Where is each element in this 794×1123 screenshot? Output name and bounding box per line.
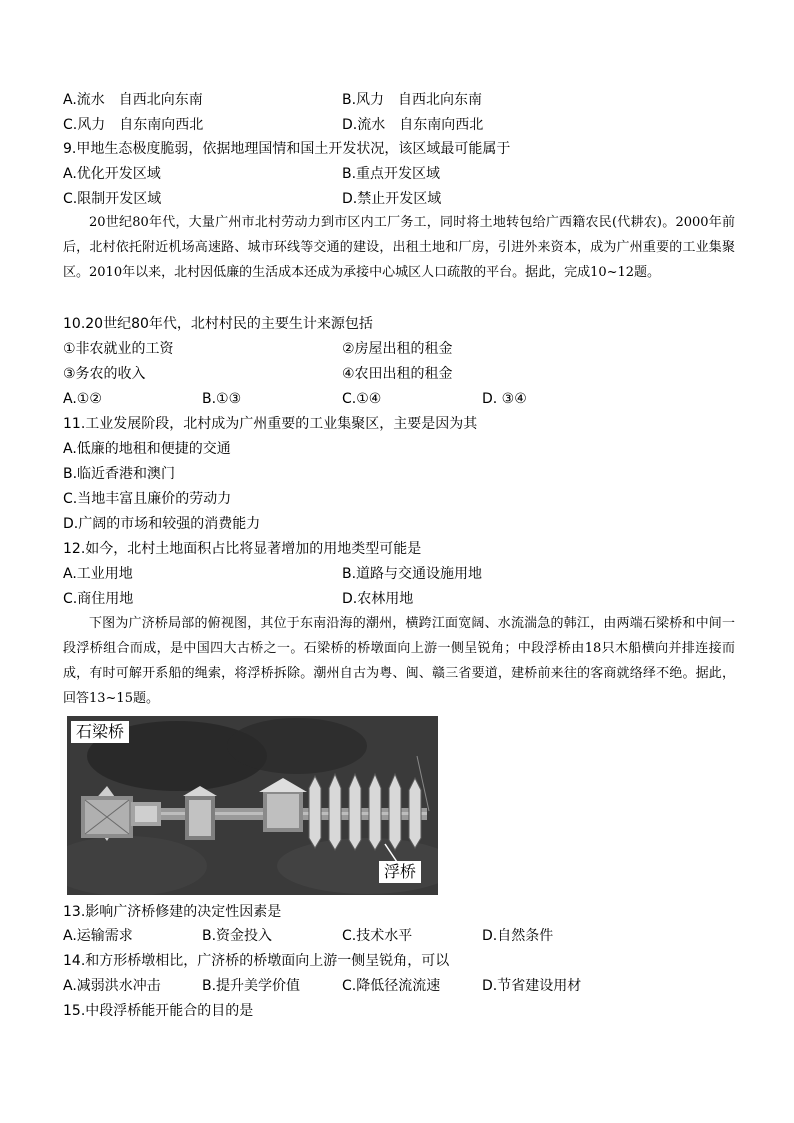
q10-option-a: A.①② xyxy=(63,391,102,407)
label-floating-bridge: 浮桥 xyxy=(379,861,421,883)
q9-option-b: B.重点开发区域 xyxy=(342,166,441,182)
q12-option-d: D.农林用地 xyxy=(342,591,414,607)
q11-option-c: C.当地丰富且廉价的劳动力 xyxy=(63,491,232,507)
label-stone-beam-bridge: 石梁桥 xyxy=(71,721,129,743)
q13-option-c: C.技术水平 xyxy=(342,928,413,944)
q14-option-d: D.节省建设用材 xyxy=(482,978,582,994)
q13-option-a: A.运输需求 xyxy=(63,928,133,944)
q11-option-d: D.广阔的市场和较强的消费能力 xyxy=(63,516,261,532)
q14-option-c: C.降低径流流速 xyxy=(342,978,441,994)
q9-stem: 9.甲地生态极度脆弱，依据地理国情和国土开发状况，该区域最可能属于 xyxy=(63,141,511,157)
q8-option-b: B.风力 自西北向东南 xyxy=(342,92,483,108)
q12-option-a: A.工业用地 xyxy=(63,566,133,582)
passage-beicun: 20世纪80年代，大量广州市北村劳动力到市区内工厂务工，同时将土地转包给广西籍农民(代耕农)。2000年前后，北村依托附近机场高速路、城市环线等交通的建设，出租土地和厂房，引进外来资本，成为广州重要的工业集聚区。2010年以来，北村因低廉的生活成本还成为承接中心城区人口疏散的平台。据此，完成10~12题。 xyxy=(63,215,735,280)
q10-item-4: ④农田出租的租金 xyxy=(342,366,453,382)
q13-option-d: D.自然条件 xyxy=(482,928,554,944)
q10-option-d: D. ③④ xyxy=(482,391,527,407)
q12-option-b: B.道路与交通设施用地 xyxy=(342,566,483,582)
q9-option-a: A.优化开发区域 xyxy=(63,166,161,182)
q12-option-c: C.商住用地 xyxy=(63,591,134,607)
q10-item-1: ①非农就业的工资 xyxy=(63,341,174,357)
q14-option-b: B.提升美学价值 xyxy=(202,978,301,994)
q10-item-3: ③务农的收入 xyxy=(63,366,146,382)
q11-option-b: B.临近香港和澳门 xyxy=(63,466,176,482)
q9-option-c: C.限制开发区域 xyxy=(63,191,162,207)
q10-option-b: B.①③ xyxy=(202,391,242,407)
q13-option-b: B.资金投入 xyxy=(202,928,273,944)
q14-option-a: A.减弱洪水冲击 xyxy=(63,978,161,994)
q15-stem: 15.中段浮桥能开能合的目的是 xyxy=(63,1003,254,1019)
q8-option-d: D.流水 自东南向西北 xyxy=(342,117,484,133)
q8-option-a: A.流水 自西北向东南 xyxy=(63,92,203,108)
q11-option-a: A.低廉的地租和便捷的交通 xyxy=(63,441,231,457)
q13-stem: 13.影响广济桥修建的决定性因素是 xyxy=(63,904,282,920)
q9-option-d: D.禁止开发区域 xyxy=(342,191,442,207)
q14-stem: 14.和方形桥墩相比，广济桥的桥墩面向上游一侧呈锐角，可以 xyxy=(63,953,450,969)
q12-stem: 12.如今，北村土地面积占比将显著增加的用地类型可能是 xyxy=(63,541,422,557)
guangji-bridge-photo xyxy=(67,716,438,895)
q10-option-c: C.①④ xyxy=(342,391,382,407)
q8-option-c: C.风力 自东南向西北 xyxy=(63,117,204,133)
passage-guangji-bridge: 下图为广济桥局部的俯视图，其位于东南沿海的潮州，横跨江面宽阔、水流湍急的韩江，由两端石梁桥和中间一段浮桥组合而成，是中国四大古桥之一。石梁桥的桥墩面向上游一侧呈锐角；中段浮桥由18只木船横向并排连接而成，有时可解开系船的绳索，将浮桥拆除。潮州自古为粤、闽、赣三省要道，建桥前来往的客商就络绎不绝。据此，回答13~15题。 xyxy=(63,616,735,706)
q10-stem: 10.20世纪80年代，北村村民的主要生计来源包括 xyxy=(63,316,373,332)
q11-stem: 11.工业发展阶段，北村成为广州重要的工业集聚区，主要是因为其 xyxy=(63,416,478,432)
q10-item-2: ②房屋出租的租金 xyxy=(342,341,453,357)
